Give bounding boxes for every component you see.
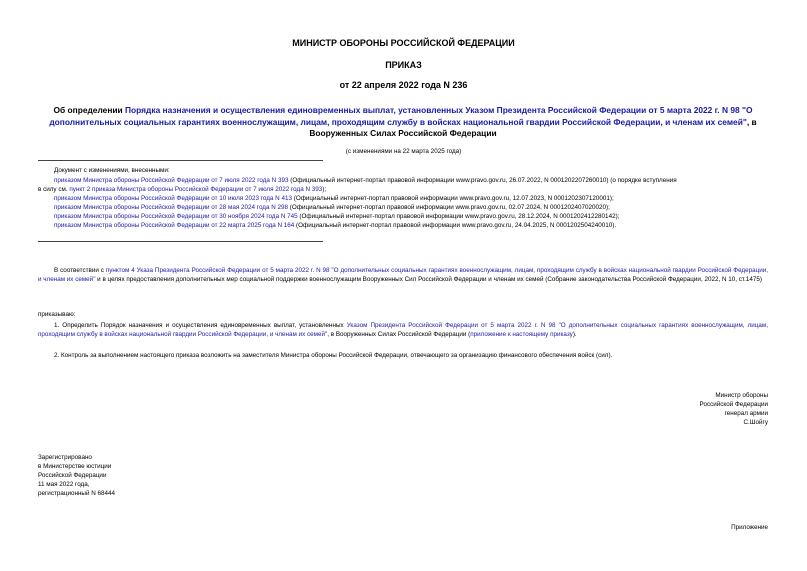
- signature-line: Министр обороны: [715, 392, 768, 399]
- divider-bottom: [38, 241, 323, 242]
- signature-block: [500, 391, 768, 427]
- registration-line: 11 мая 2022 года,: [38, 481, 90, 488]
- preamble: [38, 266, 768, 284]
- issuer-heading: МИНИСТР ОБОРОНЫ РОССИЙСКОЙ ФЕДЕРАЦИИ: [292, 38, 515, 48]
- amendment-link[interactable]: приказом Министра обороны Российской Федерации от 28 мая 2024 года N 298: [54, 204, 289, 211]
- amendment-item: [38, 185, 773, 194]
- divider-top: [38, 160, 323, 161]
- signature-line: генерал армии: [724, 410, 768, 417]
- registration-block: [38, 453, 115, 498]
- amendment-item: [38, 203, 773, 212]
- amendment-link[interactable]: приказом Министра обороны Российской Федерации от 30 ноября 2024 года N 745: [54, 213, 298, 220]
- preamble-link[interactable]: пунктом 4 Указа Президента Российской Федерации от 5 марта 2022 г. N 98 "О дополнительных социальных гарантиях военнослужащим, лицам, проходящим службу в войсках национальной гвардии Российской Федерации, и членам их семей": [38, 267, 769, 283]
- amendment-text: (Официальный интернет-портал правовой информации www.pravo.gov.ru, 24.04.2025, N 0001202504240010).: [294, 222, 617, 229]
- registration-line: Российской Федерации: [38, 472, 107, 479]
- amendment-text: (Официальный интернет-портал правовой информации www.pravo.gov.ru, 28.12.2024, N 0001202412280142);: [297, 213, 620, 220]
- item1-post: ).: [572, 331, 577, 338]
- amendment-item: [38, 221, 773, 230]
- signature-line: Российской Федерации: [699, 401, 768, 408]
- preamble-post: и в целях предоставления дополнительных мер социальной поддержки военнослужащим Вооруженных Сил Российской Федерации и членам их семей (Собрание законодательства Российской Федерации, 2022, N 10, ст.1475): [95, 276, 762, 283]
- item1-pre: 1. Определить Порядок назначения и осуществления единовременных выплат, установленных: [54, 322, 347, 329]
- amendments-intro: Документ с изменениями, внесенными:: [54, 167, 170, 174]
- amendment-text: );: [322, 186, 327, 193]
- registration-line: регистрационный N 68444: [38, 490, 116, 497]
- document-title: [38, 105, 768, 140]
- item1-mid: , в Вооруженных Силах Российской Федерации (: [327, 331, 471, 338]
- amendment-item: [38, 176, 773, 185]
- appendix-link[interactable]: приложение к настоящему приказу: [470, 331, 573, 338]
- document-type: ПРИКАЗ: [385, 60, 422, 70]
- amendment-link[interactable]: приказом Министра обороны Российской Федерации от 10 июля 2023 года N 413: [54, 195, 292, 202]
- amendment-text: (Официальный интернет-портал правовой информации www.pravo.gov.ru, 12.07.2023, N 0001202307120001);: [291, 195, 614, 202]
- amendment-pre: в силу см.: [38, 186, 70, 193]
- amendment-link[interactable]: приказом Министра обороны Российской Федерации от 22 марта 2025 года N 164: [54, 222, 295, 229]
- order-item-1: [38, 321, 768, 339]
- amendments-list: [38, 176, 773, 230]
- item1-link[interactable]: Указом Президента Российской Федерации от 5 марта 2022 г. N 98 "О дополнительных социальных гарантиях военнослужащим, лицам, проходящим службу в войсках национальной гвардии Российской Федерации, и членам их семей": [38, 322, 768, 338]
- registration-line: Зарегистрировано: [38, 454, 92, 461]
- amendment-text: (Официальный интернет-портал правовой информации www.pravo.gov.ru, 02.07.2024, N 0001202407020020);: [288, 204, 610, 211]
- amendment-text: (Официальный интернет-портал правовой информации www.pravo.gov.ru, 26.07.2022, N 0001202207260010) (о порядке вступления: [288, 177, 677, 184]
- document-date-number: от 22 апреля 2022 года N 236: [339, 80, 468, 90]
- title-prefix: Об определении: [53, 105, 126, 115]
- order-word: приказываю:: [38, 311, 76, 318]
- title-link[interactable]: Порядка назначения и осуществления единовременных выплат, установленных Указом Президента Российской Федерации от 5 марта 2022 г. N 98 "О дополнительных социальных гарантиях военнослужащим, лицам, проходящим службу в войсках национальной гвардии Российской Федерации, и членам их семей": [49, 105, 753, 127]
- title-suffix: , в Вооруженных Силах Российской Федерации: [309, 116, 757, 138]
- amendment-link[interactable]: пункт 2 приказа Министра обороны Российской Федерации от 7 июля 2022 года N 393: [69, 186, 323, 193]
- signature-line: С.Шойгу: [743, 419, 768, 426]
- registration-line: в Министерстве юстиции: [38, 463, 112, 470]
- appendix-label: Приложение: [731, 524, 768, 531]
- preamble-pre: В соответствии с: [54, 267, 106, 274]
- amendment-link[interactable]: приказом Министра обороны Российской Федерации от 7 июля 2022 года N 393: [54, 177, 289, 184]
- amendment-item: [38, 212, 773, 221]
- order-item-2: 2. Контроль за выполнением настоящего приказа возложить на заместителя Министра обороны Российской Федерации, отвечающего за организацию финансового обеспечения войск (сил).: [54, 352, 613, 359]
- amendment-item: [38, 194, 773, 203]
- changes-note: (с изменениями на 22 марта 2025 года): [345, 148, 462, 155]
